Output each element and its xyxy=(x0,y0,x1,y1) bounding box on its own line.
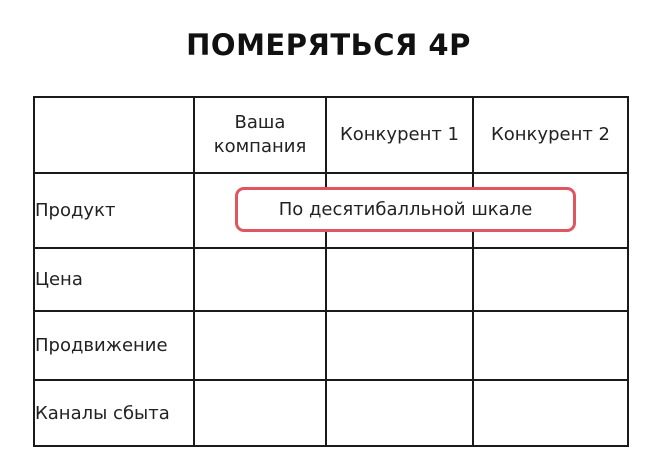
column-header-line: Ваша xyxy=(234,112,286,133)
comparison-table xyxy=(33,96,629,447)
table-cell xyxy=(194,248,326,311)
column-header-competitor-1: Конкурент 1 xyxy=(326,97,473,173)
page-title: ПОМЕРЯТЬСЯ 4P xyxy=(186,28,471,62)
rating-scale-callout: По десятибалльной шкале xyxy=(235,187,576,232)
table-cell xyxy=(473,311,628,380)
row-label-price: Цена xyxy=(34,248,194,311)
table-row-promotion xyxy=(34,311,628,380)
row-label-distribution: Каналы сбыта xyxy=(34,380,194,446)
table-cell xyxy=(326,380,473,446)
row-label-product: Продукт xyxy=(34,173,194,248)
table-cell xyxy=(194,380,326,446)
table-cell xyxy=(473,248,628,311)
table-cell xyxy=(473,380,628,446)
table-cell xyxy=(326,248,473,311)
table-row-distribution xyxy=(34,380,628,446)
column-header-your-company xyxy=(194,97,326,173)
column-header-competitor-2: Конкурент 2 xyxy=(473,97,628,173)
table-header-row xyxy=(34,97,628,173)
table-cell xyxy=(194,311,326,380)
table-row-price xyxy=(34,248,628,311)
header-corner-cell xyxy=(34,97,194,173)
table-cell xyxy=(326,311,473,380)
row-label-promotion: Продвижение xyxy=(34,311,194,380)
column-header-line: компания xyxy=(213,136,307,157)
